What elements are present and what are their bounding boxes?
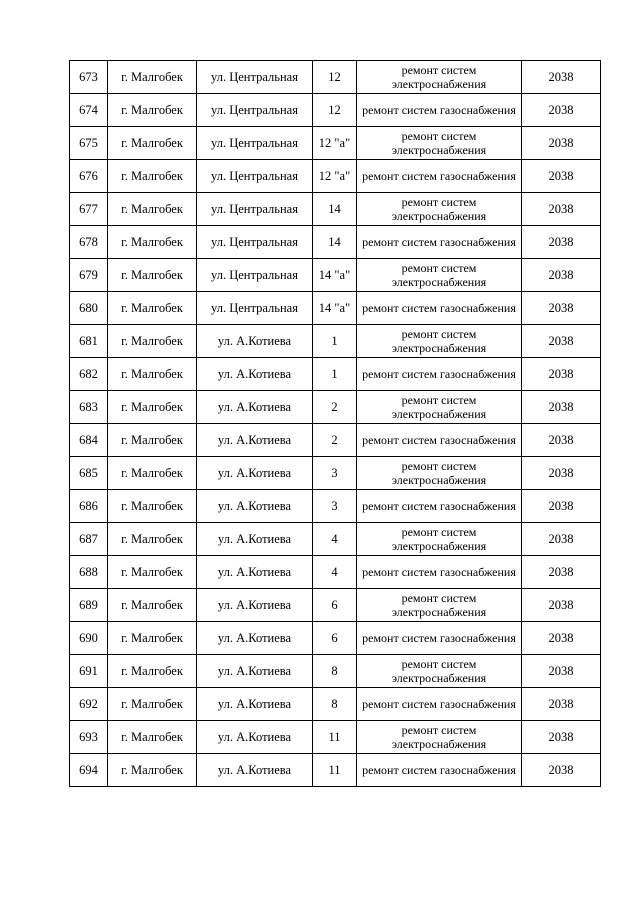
row-work-type: ремонт систем газоснабжения bbox=[357, 160, 522, 193]
row-work-type: ремонт систем газоснабжения bbox=[357, 688, 522, 721]
row-house-number: 2 bbox=[313, 424, 357, 457]
row-year: 2038 bbox=[522, 94, 601, 127]
row-year: 2038 bbox=[522, 358, 601, 391]
row-street: ул. А.Котиева bbox=[197, 589, 313, 622]
row-number: 688 bbox=[70, 556, 108, 589]
row-year: 2038 bbox=[522, 754, 601, 787]
row-year: 2038 bbox=[522, 193, 601, 226]
row-street: ул. А.Котиева bbox=[197, 688, 313, 721]
table-row bbox=[70, 424, 601, 457]
row-street: ул. Центральная bbox=[197, 193, 313, 226]
row-work-type: ремонт систем электроснабжения bbox=[357, 127, 522, 160]
row-street: ул. А.Котиева bbox=[197, 754, 313, 787]
row-work-type: ремонт систем электроснабжения bbox=[357, 61, 522, 94]
row-year: 2038 bbox=[522, 325, 601, 358]
table-row bbox=[70, 226, 601, 259]
row-number: 693 bbox=[70, 721, 108, 754]
row-city: г. Малгобек bbox=[108, 589, 197, 622]
row-work-type: ремонт систем газоснабжения bbox=[357, 622, 522, 655]
row-work-type: ремонт систем электроснабжения bbox=[357, 325, 522, 358]
row-year: 2038 bbox=[522, 688, 601, 721]
row-house-number: 12 "а" bbox=[313, 160, 357, 193]
row-street: ул. А.Котиева bbox=[197, 358, 313, 391]
row-work-type: ремонт систем газоснабжения bbox=[357, 292, 522, 325]
row-city: г. Малгобек bbox=[108, 94, 197, 127]
row-house-number: 6 bbox=[313, 622, 357, 655]
row-street: ул. А.Котиева bbox=[197, 622, 313, 655]
row-city: г. Малгобек bbox=[108, 523, 197, 556]
row-year: 2038 bbox=[522, 160, 601, 193]
row-year: 2038 bbox=[522, 61, 601, 94]
row-street: ул. А.Котиева bbox=[197, 424, 313, 457]
table-row bbox=[70, 160, 601, 193]
row-city: г. Малгобек bbox=[108, 490, 197, 523]
row-house-number: 11 bbox=[313, 754, 357, 787]
row-street: ул. А.Котиева bbox=[197, 721, 313, 754]
row-year: 2038 bbox=[522, 424, 601, 457]
row-house-number: 6 bbox=[313, 589, 357, 622]
row-street: ул. Центральная bbox=[197, 94, 313, 127]
table-row bbox=[70, 589, 601, 622]
table-row bbox=[70, 721, 601, 754]
row-city: г. Малгобек bbox=[108, 655, 197, 688]
table-body bbox=[70, 61, 601, 787]
row-year: 2038 bbox=[522, 655, 601, 688]
row-street: ул. Центральная bbox=[197, 226, 313, 259]
table-row bbox=[70, 523, 601, 556]
table-row bbox=[70, 292, 601, 325]
row-number: 681 bbox=[70, 325, 108, 358]
row-work-type: ремонт систем электроснабжения bbox=[357, 391, 522, 424]
row-work-type: ремонт систем электроснабжения bbox=[357, 721, 522, 754]
row-number: 673 bbox=[70, 61, 108, 94]
table-row bbox=[70, 358, 601, 391]
row-number: 676 bbox=[70, 160, 108, 193]
row-work-type: ремонт систем газоснабжения bbox=[357, 490, 522, 523]
row-city: г. Малгобек bbox=[108, 127, 197, 160]
row-house-number: 3 bbox=[313, 490, 357, 523]
row-work-type: ремонт систем электроснабжения bbox=[357, 457, 522, 490]
row-work-type: ремонт систем электроснабжения bbox=[357, 523, 522, 556]
row-year: 2038 bbox=[522, 490, 601, 523]
row-city: г. Малгобек bbox=[108, 391, 197, 424]
row-year: 2038 bbox=[522, 457, 601, 490]
row-year: 2038 bbox=[522, 127, 601, 160]
row-year: 2038 bbox=[522, 589, 601, 622]
row-number: 677 bbox=[70, 193, 108, 226]
row-house-number: 14 bbox=[313, 226, 357, 259]
table-row bbox=[70, 193, 601, 226]
row-work-type: ремонт систем газоснабжения bbox=[357, 94, 522, 127]
row-year: 2038 bbox=[522, 556, 601, 589]
row-street: ул. Центральная bbox=[197, 160, 313, 193]
row-year: 2038 bbox=[522, 391, 601, 424]
row-city: г. Малгобек bbox=[108, 226, 197, 259]
row-number: 684 bbox=[70, 424, 108, 457]
row-street: ул. Центральная bbox=[197, 259, 313, 292]
table-row bbox=[70, 94, 601, 127]
row-street: ул. Центральная bbox=[197, 127, 313, 160]
row-year: 2038 bbox=[522, 721, 601, 754]
table-row bbox=[70, 457, 601, 490]
row-number: 685 bbox=[70, 457, 108, 490]
row-work-type: ремонт систем газоснабжения bbox=[357, 754, 522, 787]
row-number: 678 bbox=[70, 226, 108, 259]
row-city: г. Малгобек bbox=[108, 61, 197, 94]
row-city: г. Малгобек bbox=[108, 688, 197, 721]
table-row bbox=[70, 127, 601, 160]
row-number: 690 bbox=[70, 622, 108, 655]
table-row bbox=[70, 259, 601, 292]
row-work-type: ремонт систем электроснабжения bbox=[357, 655, 522, 688]
row-city: г. Малгобек bbox=[108, 259, 197, 292]
row-city: г. Малгобек bbox=[108, 424, 197, 457]
table-row bbox=[70, 655, 601, 688]
row-street: ул. Центральная bbox=[197, 292, 313, 325]
row-house-number: 12 "а" bbox=[313, 127, 357, 160]
row-year: 2038 bbox=[522, 259, 601, 292]
row-work-type: ремонт систем газоснабжения bbox=[357, 424, 522, 457]
row-number: 692 bbox=[70, 688, 108, 721]
row-house-number: 1 bbox=[313, 325, 357, 358]
row-street: ул. А.Котиева bbox=[197, 457, 313, 490]
row-house-number: 12 bbox=[313, 61, 357, 94]
row-number: 680 bbox=[70, 292, 108, 325]
row-work-type: ремонт систем газоснабжения bbox=[357, 358, 522, 391]
row-number: 686 bbox=[70, 490, 108, 523]
row-house-number: 2 bbox=[313, 391, 357, 424]
row-street: ул. А.Котиева bbox=[197, 325, 313, 358]
row-number: 683 bbox=[70, 391, 108, 424]
row-number: 674 bbox=[70, 94, 108, 127]
row-number: 694 bbox=[70, 754, 108, 787]
table-row bbox=[70, 490, 601, 523]
row-house-number: 8 bbox=[313, 688, 357, 721]
table-row bbox=[70, 325, 601, 358]
row-work-type: ремонт систем электроснабжения bbox=[357, 259, 522, 292]
row-city: г. Малгобек bbox=[108, 457, 197, 490]
row-number: 689 bbox=[70, 589, 108, 622]
row-house-number: 3 bbox=[313, 457, 357, 490]
table-row bbox=[70, 754, 601, 787]
row-street: ул. А.Котиева bbox=[197, 523, 313, 556]
row-city: г. Малгобек bbox=[108, 721, 197, 754]
row-house-number: 12 bbox=[313, 94, 357, 127]
row-house-number: 8 bbox=[313, 655, 357, 688]
row-number: 682 bbox=[70, 358, 108, 391]
row-house-number: 1 bbox=[313, 358, 357, 391]
row-street: ул. А.Котиева bbox=[197, 655, 313, 688]
row-house-number: 4 bbox=[313, 556, 357, 589]
row-work-type: ремонт систем газоснабжения bbox=[357, 556, 522, 589]
row-house-number: 4 bbox=[313, 523, 357, 556]
row-number: 687 bbox=[70, 523, 108, 556]
row-year: 2038 bbox=[522, 622, 601, 655]
table-row bbox=[70, 556, 601, 589]
row-city: г. Малгобек bbox=[108, 556, 197, 589]
row-city: г. Малгобек bbox=[108, 193, 197, 226]
row-number: 675 bbox=[70, 127, 108, 160]
row-city: г. Малгобек bbox=[108, 622, 197, 655]
row-house-number: 14 bbox=[313, 193, 357, 226]
row-city: г. Малгобек bbox=[108, 325, 197, 358]
row-year: 2038 bbox=[522, 523, 601, 556]
row-number: 691 bbox=[70, 655, 108, 688]
row-work-type: ремонт систем газоснабжения bbox=[357, 226, 522, 259]
row-city: г. Малгобек bbox=[108, 292, 197, 325]
row-street: ул. А.Котиева bbox=[197, 391, 313, 424]
row-city: г. Малгобек bbox=[108, 358, 197, 391]
repair-schedule-table bbox=[69, 60, 601, 787]
row-city: г. Малгобек bbox=[108, 754, 197, 787]
row-street: ул. А.Котиева bbox=[197, 490, 313, 523]
table-row bbox=[70, 622, 601, 655]
row-year: 2038 bbox=[522, 292, 601, 325]
row-work-type: ремонт систем электроснабжения bbox=[357, 193, 522, 226]
row-street: ул. А.Котиева bbox=[197, 556, 313, 589]
table-row bbox=[70, 61, 601, 94]
row-house-number: 11 bbox=[313, 721, 357, 754]
row-number: 679 bbox=[70, 259, 108, 292]
table-row bbox=[70, 391, 601, 424]
row-city: г. Малгобек bbox=[108, 160, 197, 193]
row-house-number: 14 "а" bbox=[313, 259, 357, 292]
table-row bbox=[70, 688, 601, 721]
row-work-type: ремонт систем электроснабжения bbox=[357, 589, 522, 622]
row-year: 2038 bbox=[522, 226, 601, 259]
row-house-number: 14 "а" bbox=[313, 292, 357, 325]
row-street: ул. Центральная bbox=[197, 61, 313, 94]
